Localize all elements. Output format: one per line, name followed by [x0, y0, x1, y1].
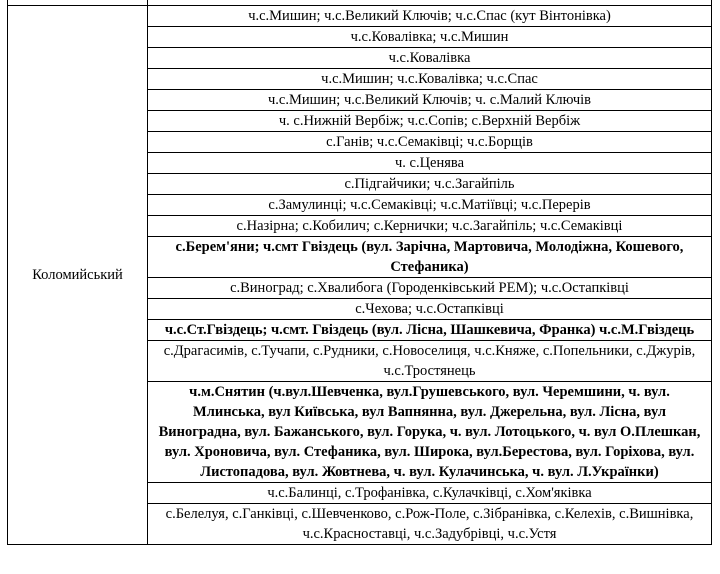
- settlement-list-cell: ч.с.Ст.Гвіздець; ч.смт. Гвіздець (вул. Лісна, Шашкевича, Франка) ч.с.М.Гвіздець: [148, 320, 712, 341]
- settlement-list-cell: с.Замулинці; ч.с.Семаківці; ч.с.Матіївці; ч.с.Перерів: [148, 195, 712, 216]
- settlement-list-cell: с.Виноград; с.Хвалибога (Городенківський РЕМ); ч.с.Остапківці: [148, 278, 712, 299]
- settlement-list-cell: ч.с.Мишин; ч.с.Великий Ключів; ч.с.Спас (кут Вінтонівка): [148, 6, 712, 27]
- settlement-list-cell: с.Ганів; ч.с.Семаківці; ч.с.Борщів: [148, 132, 712, 153]
- settlement-list-cell: ч. с.Нижній Вербіж; ч.с.Сопів; с.Верхній Вербіж: [148, 111, 712, 132]
- settlement-list-cell: с.Чехова; ч.с.Остапківці: [148, 299, 712, 320]
- settlement-table-body: [8, 0, 712, 545]
- settlement-list-cell: ч. с.Ценява: [148, 153, 712, 174]
- settlement-list-cell: с.Драгасимів, с.Тучапи, с.Рудники, с.Новоселиця, ч.с.Княже, с.Попельники, с.Джурів, ч.с.Тростянець: [148, 341, 712, 382]
- settlement-list-cell: с.Підгайчики; ч.с.Загайпіль: [148, 174, 712, 195]
- settlement-list-cell: ч.м.Снятин (ч.вул.Шевченка, вул.Грушевського, вул. Черемшини, ч. вул. Млинська, вул Київська, вул Вапнянна, вул. Джерельна, вул. Лісна, вул Виноградна, вул. Бажанського, вул. Горука, ч. вул. Лотоцького, ч. вул О.Плешкан, вул. Хроновича, вул. Стефаника, вул. Широка, вул.Берестова, вул. Горіхова, вул. Листопадова, вул. Жовтнева, ч. вул. Кулачинська, ч. вул. Л.Українки): [148, 382, 712, 483]
- settlement-list-cell: с.Белелуя, с.Ганківці, с.Шевченково, с.Рож-Поле, с.Зібранівка, с.Келехів, с.Вишнівка, ч.с.Красноставці, ч.с.Задубрівці, ч.с.Устя: [148, 504, 712, 545]
- settlement-list-cell: ч.с.Балинці, с.Трофанівка, с.Кулачківці, с.Хом'яківка: [148, 483, 712, 504]
- settlement-list-cell: ч.с.Мишин; ч.с.Великий Ключів; ч. с.Малий Ключів: [148, 90, 712, 111]
- settlement-list-cell: ч.с.Ковалівка: [148, 48, 712, 69]
- settlement-list-cell: ч.с.Ковалівка; ч.с.Мишин: [148, 27, 712, 48]
- table-row: [8, 6, 712, 27]
- district-name: Коломийський: [8, 6, 148, 545]
- settlement-list-cell: с.Назірна; с.Кобилич; с.Кернички; ч.с.Загайпіль; ч.с.Семаківці: [148, 216, 712, 237]
- settlement-list-cell: ч.с.Мишин; ч.с.Ковалівка; ч.с.Спас: [148, 69, 712, 90]
- settlement-table: [7, 0, 712, 545]
- settlement-list-cell: с.Берем'яни; ч.смт Гвіздець (вул. Зарічна, Мартовича, Молодіжна, Кошевого, Стефаника): [148, 237, 712, 278]
